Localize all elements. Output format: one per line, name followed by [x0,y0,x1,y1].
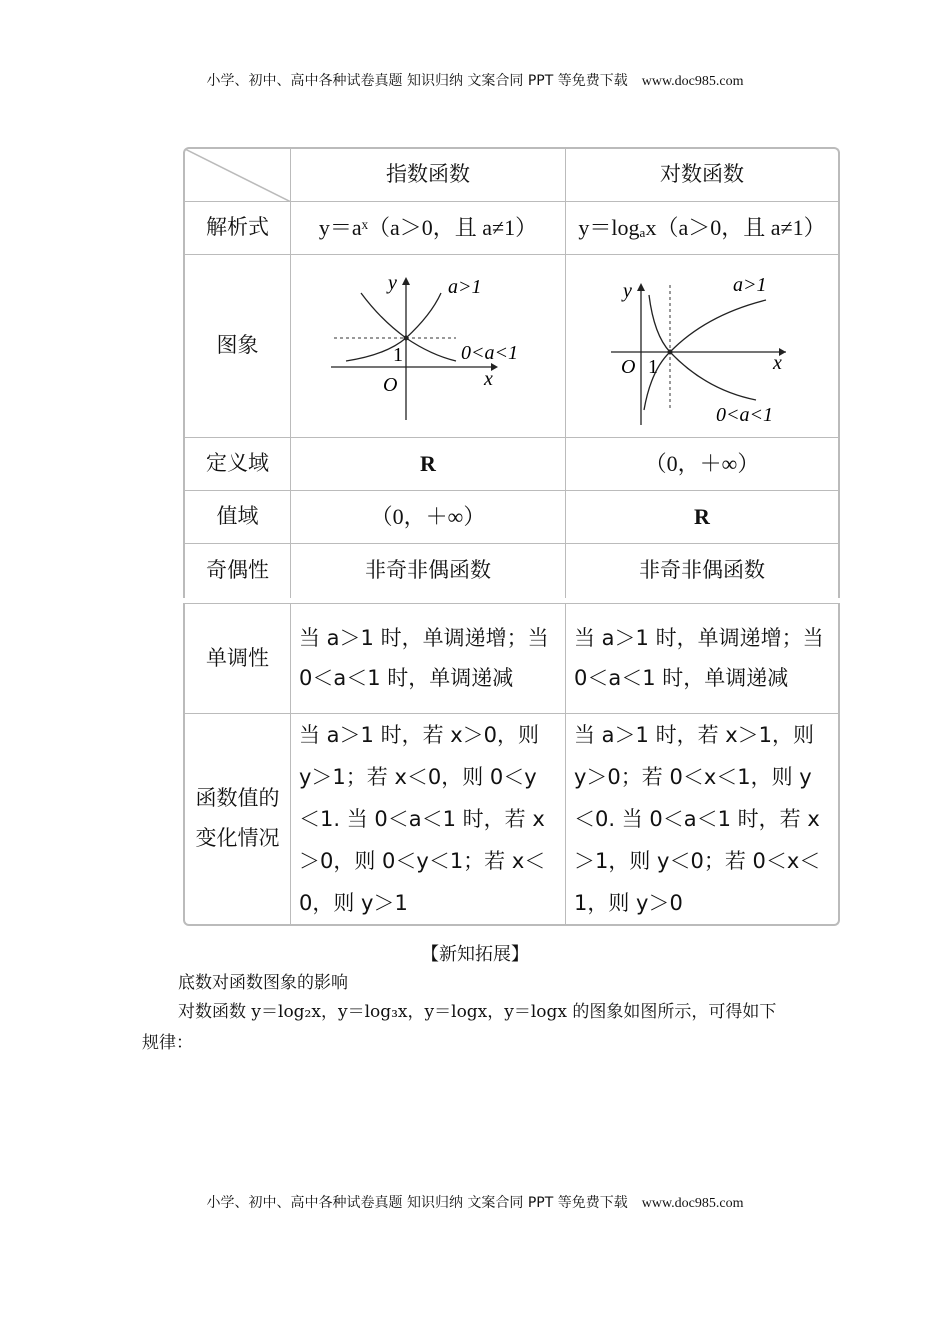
section-title: 【新知拓展】 [421,944,529,965]
svg-text:a>1: a>1 [733,273,767,296]
header-text: 小学、初中、高中各种试卷真题 知识归纳 文案合同 PPT 等免费下载 [206,73,628,89]
log-value-changes: 当 a＞1 时，若 x＞1，则 y＞0；若 0＜x＜1，则 y＜0. 当 0＜a＜1 时，若 x＞1，则 y＜0；若 0＜x＜1，则 y＞0 [574,723,821,915]
log-formula: y＝logₐx（a＞0，且 a≠1） [578,215,826,241]
comparison-table-part2 [183,603,840,926]
paragraph-continued: 规律： [142,1033,193,1053]
exp-parity: 非奇非偶函数 [291,544,566,598]
exp-formula: y＝aˣ（a＞0，且 a≠1） [291,202,566,254]
exp-range: （0，＋∞） [291,491,566,543]
svg-text:O: O [621,355,636,378]
x-axis-label: x [484,367,493,390]
exp-monotonicity: 当 a＞1 时，单调递增；当 0＜a＜1 时，单调递减 [291,604,566,713]
svg-text:1: 1 [648,355,658,378]
svg-text:0<a<1: 0<a<1 [461,341,518,364]
log-range: R [694,504,710,530]
row-label: 函数值的变化情况 [185,714,291,924]
exp-domain: R [291,438,566,490]
row-label: 值域 [185,491,291,543]
paragraph: 对数函数 y＝log₂x，y＝log₃x，y＝logx，y＝logx 的图象如图所示，可得如下 [178,1002,777,1022]
log-parity: 非奇非偶函数 [639,558,765,583]
row-label: 定义域 [185,438,291,490]
svg-text:0<a<1: 0<a<1 [716,403,773,426]
row-label: 奇偶性 [185,544,291,598]
y-axis-label: y [388,271,397,294]
svg-text:a>1: a>1 [448,275,482,298]
row-label: 图象 [185,255,291,437]
log-graph [566,255,838,437]
svg-text:y: y [623,279,632,302]
comparison-table-part1 [183,147,840,598]
row-label: 单调性 [185,604,291,713]
col-header-log: 对数函数 [660,162,744,187]
origin-label: O [383,373,398,396]
subtitle: 底数对函数图象的影响 [178,973,348,993]
log-monotonicity: 当 a＞1 时，单调递增；当 0＜a＜1 时，单调递减 [574,625,824,690]
svg-text:x: x [773,351,782,374]
svg-text:1: 1 [393,343,403,366]
exp-value-changes: 当 a＞1 时，若 x＞0，则 y＞1；若 x＜0，则 0＜y＜1. 当 0＜a＜1 时，若 x＞0，则 0＜y＜1；若 x＜0，则 y＞1 [291,714,566,924]
diagonal-header-line [185,149,291,202]
header-url: www.doc985.com [641,74,744,89]
page-footer [0,1192,950,1212]
page-header [0,70,950,90]
row-label: 解析式 [185,202,291,254]
footer-text: 小学、初中、高中各种试卷真题 知识归纳 文案合同 PPT 等免费下载 [206,1195,628,1211]
col-header-exp: 指数函数 [291,149,566,201]
footer-url: www.doc985.com [641,1196,744,1211]
exp-graph [291,255,566,437]
log-domain: （0，＋∞） [644,451,760,477]
